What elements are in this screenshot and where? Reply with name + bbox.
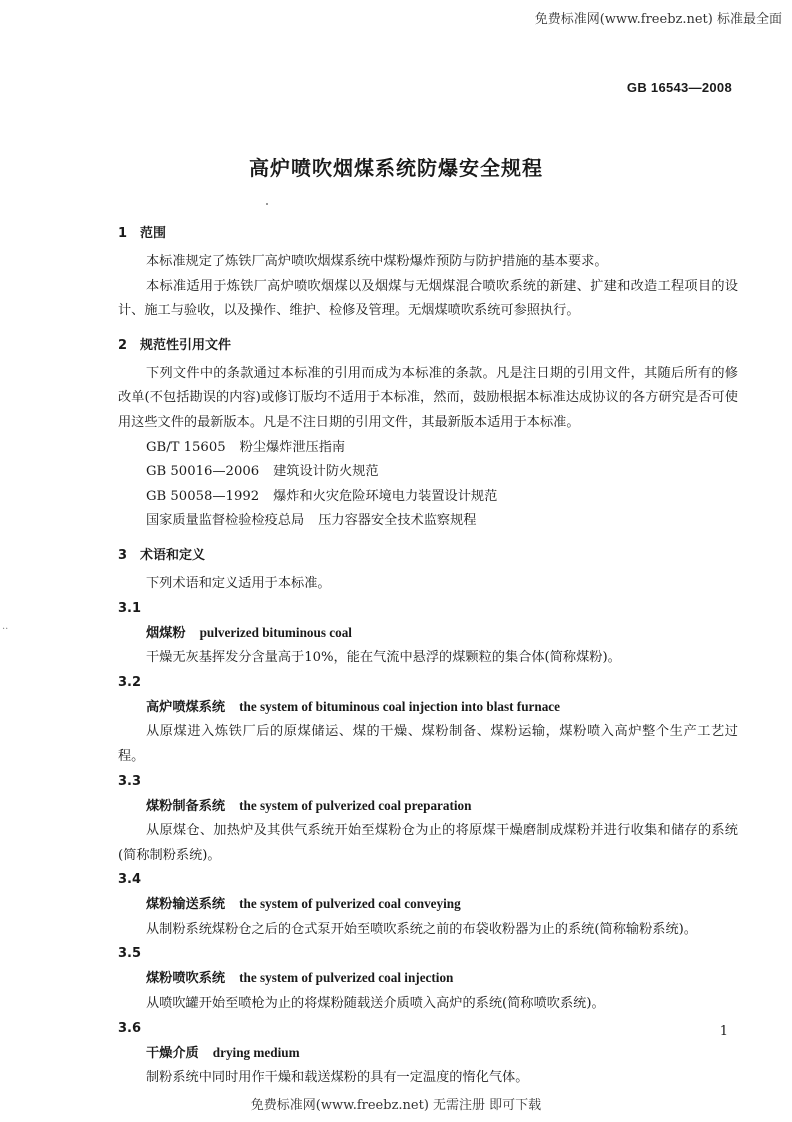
reference-item — [146, 436, 738, 461]
page-number: 1 — [719, 1024, 728, 1039]
standard-number: GB 16543—2008 — [626, 80, 732, 95]
paragraph: 本标准适用于炼铁厂高炉喷吹烟煤以及烟煤与无烟煤混合喷吹系统的新建、扩建和改造工程项目的设计、施工与验收，以及操作、维护、检修及管理。无烟煤喷吹系统可参照执行。 — [118, 278, 738, 319]
term-chinese: 高炉喷煤系统 — [146, 699, 226, 715]
term-entry — [146, 794, 738, 820]
reference-name: 建筑设计防火规范 — [273, 464, 379, 480]
term-chinese: 煤粉输送系统 — [146, 897, 226, 913]
term-english: the system of bituminous coal injection into blast furnace — [239, 698, 561, 714]
reference-code: GB 50058—1992 — [146, 488, 260, 504]
clause-number: 3.5 — [118, 946, 142, 962]
term-chinese: 煤粉喷吹系统 — [146, 971, 226, 987]
term-definition: 从喷吹罐开始至喷枪为止的将煤粉随载送介质喷入高炉的系统(简称喷吹系统)。 — [146, 996, 605, 1012]
bottom-banner: 免费标准网(www.freebz.net) 无需注册 即可下载 — [250, 1098, 542, 1113]
section-title: 规范性引用文件 — [140, 337, 232, 353]
clause-number: 3.2 — [118, 674, 142, 690]
term-chinese: 干燥介质 — [146, 1045, 199, 1061]
term-definition: 制粉系统中同时用作干燥和载送煤粉的具有一定温度的惰化气体。 — [146, 1070, 529, 1086]
term-chinese: 煤粉制备系统 — [146, 798, 226, 814]
scan-speck — [266, 203, 268, 205]
reference-item — [146, 460, 738, 485]
reference-name: 粉尘爆炸泄压指南 — [239, 439, 346, 455]
term-entry — [146, 892, 738, 918]
section-title: 范围 — [140, 226, 167, 241]
top-banner: 免费标准网(www.freebz.net) 标准最全面 — [534, 12, 782, 27]
clause-number: 3.1 — [118, 600, 142, 616]
reference-item — [146, 485, 738, 510]
term-definition: 从原煤进入炼铁厂后的原煤储运、煤的干燥、煤粉制备、煤粉运输，煤粉喷入高炉整个生产工艺过程。 — [118, 724, 738, 764]
reference-code: GB/T 15605 — [146, 439, 226, 455]
term-entry — [146, 621, 738, 647]
paragraph: 下列文件中的条款通过本标准的引用而成为本标准的条款。凡是注日期的引用文件，其随后所有的修改单(不包括勘误的内容)或修订版均不适用于本标准，然而，鼓励根据本标准达成协议的各方研究是否可使用这些文件的最新版本。凡是不注日期的引用文件，其最新版本适用于本标准。 — [118, 365, 738, 430]
section-heading-normative-references — [118, 334, 738, 358]
term-english: the system of pulverized coal injection — [239, 970, 454, 986]
reference-name: 爆炸和火灾危险环境电力装置设计规范 — [273, 488, 498, 504]
term-definition: 从制粉系统煤粉仓之后的仓式泵开始至喷吹系统之前的布袋收粉器为止的系统(简称输粉系统)。 — [146, 921, 697, 937]
term-definition: 干燥无灰基挥发分含量高于10%，能在气流中悬浮的煤颗粒的集合体(简称煤粉)。 — [146, 650, 621, 666]
section-title: 术语和定义 — [140, 547, 206, 563]
reference-name: 压力容器安全技术监察规程 — [318, 513, 477, 529]
reference-item — [146, 509, 738, 534]
term-entry — [146, 1041, 738, 1067]
section-number: 2 — [118, 337, 128, 353]
term-english: drying medium — [212, 1044, 300, 1060]
term-english: the system of pulverized coal conveying — [239, 896, 461, 912]
paragraph: 下列术语和定义适用于本标准。 — [146, 575, 331, 591]
term-entry — [146, 695, 738, 721]
section-number: 1 — [118, 226, 128, 241]
term-definition: 从原煤仓、加热炉及其供气系统开始至煤粉仓为止的将原煤干燥磨制成煤粉并进行收集和储存的系统(简称制粉系统)。 — [118, 823, 738, 863]
edge-mark: ·· — [2, 624, 9, 635]
reference-code: 国家质量监督检验检疫总局 — [146, 513, 305, 529]
section-number: 3 — [118, 547, 128, 563]
term-english: the system of pulverized coal preparation — [239, 797, 472, 813]
reference-code: GB 50016—2006 — [146, 464, 260, 480]
clause-number: 3.4 — [118, 872, 142, 888]
paragraph: 本标准规定了炼铁厂高炉喷吹烟煤系统中煤粉爆炸预防与防护措施的基本要求。 — [146, 254, 608, 269]
term-entry — [146, 966, 738, 992]
section-heading-terms — [118, 544, 738, 568]
clause-number: 3.3 — [118, 773, 142, 789]
term-english: pulverized bituminous coal — [199, 624, 352, 640]
section-heading-scope — [118, 222, 738, 246]
clause-number: 3.6 — [118, 1020, 142, 1036]
document-title: 高炉喷吹烟煤系统防爆安全规程 — [249, 156, 543, 180]
term-chinese: 烟煤粉 — [146, 625, 186, 641]
document-body — [118, 218, 738, 1091]
